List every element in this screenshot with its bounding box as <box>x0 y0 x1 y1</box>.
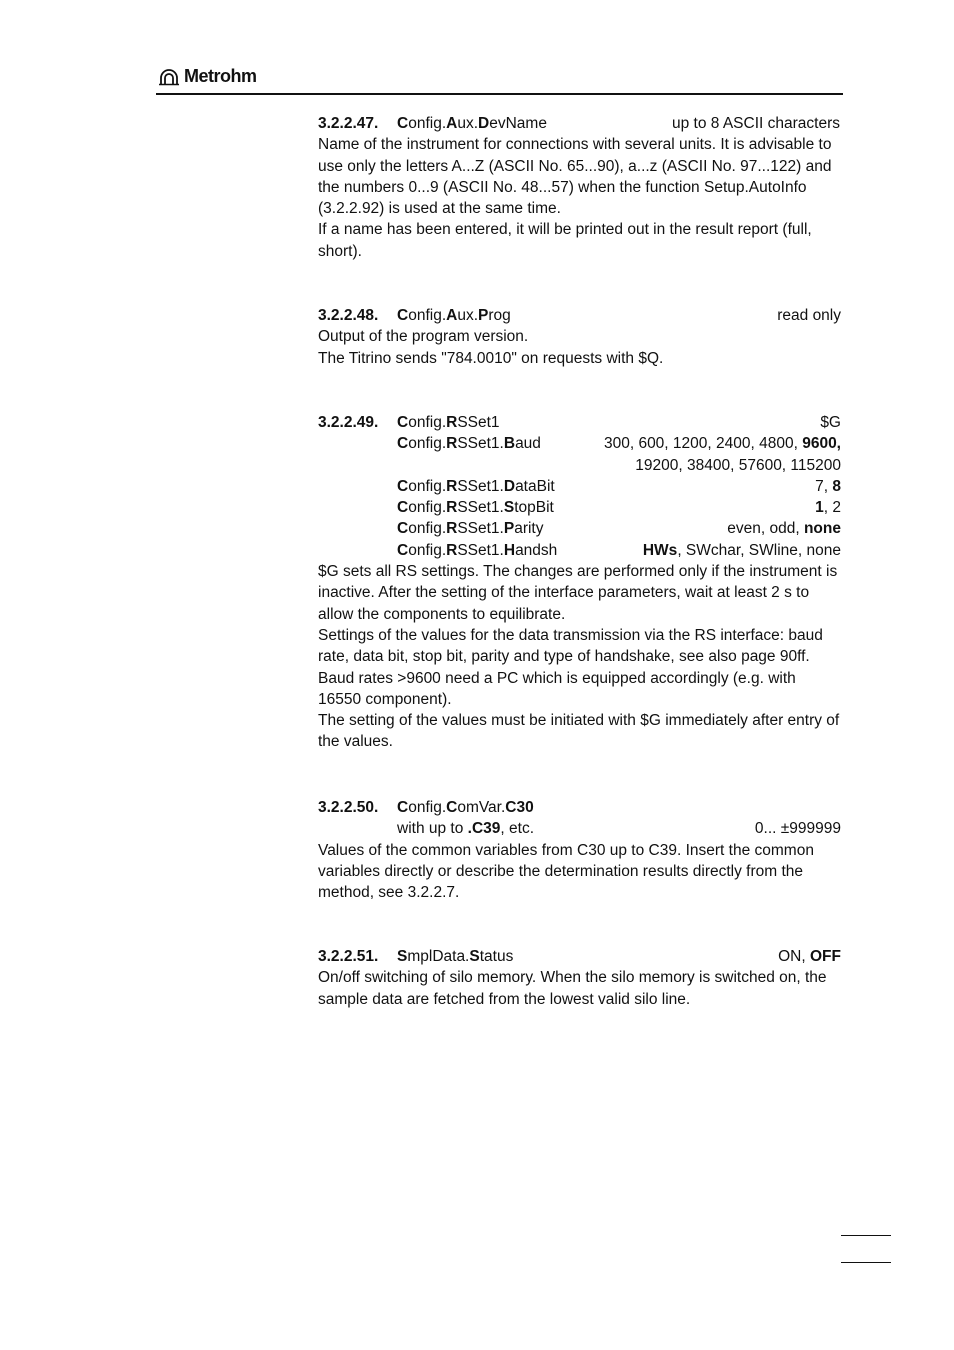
command-name: Config.RSSet1.StopBit <box>397 499 554 517</box>
footer-rule <box>841 1235 891 1236</box>
command-name: Config.RSSet1 <box>397 414 500 431</box>
command-name: Config.RSSet1.Baud <box>397 435 541 453</box>
command-value: up to 8 ASCII characters <box>671 115 840 132</box>
section-number: 3.2.2.49. <box>318 414 379 431</box>
command-value: 0... ±999999 <box>754 820 841 838</box>
command-value: $G <box>820 414 841 431</box>
description: If a name has been entered, it will be printed out in the result report (full, short). <box>318 221 812 260</box>
description: The Titrino sends "784.0010" on requests with $Q. <box>318 349 664 367</box>
command-value: 7, 8 <box>815 477 841 495</box>
description: $G sets all RS settings. The changes are performed only if the instrument is inactive. After the setting of the interface parameters, wait at least 2 s to allow the components to equilibrate. <box>318 563 838 623</box>
command-value: even, odd, none <box>727 520 841 538</box>
section-3-2-2-48 <box>318 305 841 369</box>
command-name: Config.Aux.Prog <box>397 307 511 324</box>
description: Output of the program version. <box>318 328 529 346</box>
description: Values of the common variables from C30 up to C39. Insert the common variables directly or describe the determination results directly from the method, see 3.2.2.7. <box>318 841 814 902</box>
footer-rule <box>841 1262 891 1263</box>
command-name: Config.RSSet1.Handsh <box>397 541 558 559</box>
brand-name: Metrohm <box>184 66 257 86</box>
description: Settings of the values for the data transmission via the RS interface: baud rate, data bit, stop bit, parity and type of handshake, see also page 90ff. Baud rates >9600 need a PC which is equipped accordingly (e.g. with 16550 component). <box>318 626 823 708</box>
section-3-2-2-50 <box>318 797 841 903</box>
section-number: 3.2.2.48. <box>318 307 379 324</box>
command-value: 300, 600, 1200, 2400, 4800, 9600, <box>603 435 841 453</box>
command-value: ON, OFF <box>778 948 841 965</box>
header-logo <box>158 66 257 87</box>
section-3-2-2-51 <box>318 946 841 1010</box>
section-3-2-2-49 <box>318 412 841 753</box>
section-3-2-2-47 <box>318 113 841 262</box>
command-name: SmplData.Status <box>397 948 514 965</box>
description: The setting of the values must be initiated with $G immediately after entry of the values. <box>318 712 840 751</box>
command-value: read only <box>777 307 841 324</box>
metrohm-logo-icon <box>158 68 180 86</box>
command-value: 1, 2 <box>815 499 841 517</box>
command-name: Config.ComVar.C30 <box>397 799 534 816</box>
command-value: 19200, 38400, 57600, 115200 <box>635 456 841 474</box>
section-number: 3.2.2.51. <box>318 948 379 965</box>
command-range-note: with up to .C39, etc. <box>397 820 535 838</box>
command-name: Config.RSSet1.DataBit <box>397 477 555 495</box>
command-name: Config.RSSet1.Parity <box>397 520 544 538</box>
description: On/off switching of silo memory. When the silo memory is switched on, the sample data are fetched from the lowest valid silo line. <box>318 969 827 1008</box>
command-value: HWs, SWchar, SWline, none <box>642 541 841 559</box>
description: Name of the instrument for connections with several units. It is advisable to use only the letters A...Z (ASCII No. 65...90), a...z (ASCII No. 97...122) and the numbers 0...9 (ASCII No. 48...57) when the function Setup.AutoInfo (3.2.2.92) is used at the same time. <box>318 136 832 218</box>
section-number: 3.2.2.47. <box>318 115 379 132</box>
section-number: 3.2.2.50. <box>318 799 379 816</box>
header-rule <box>156 93 843 95</box>
command-name: Config.Aux.DevName <box>397 115 547 132</box>
